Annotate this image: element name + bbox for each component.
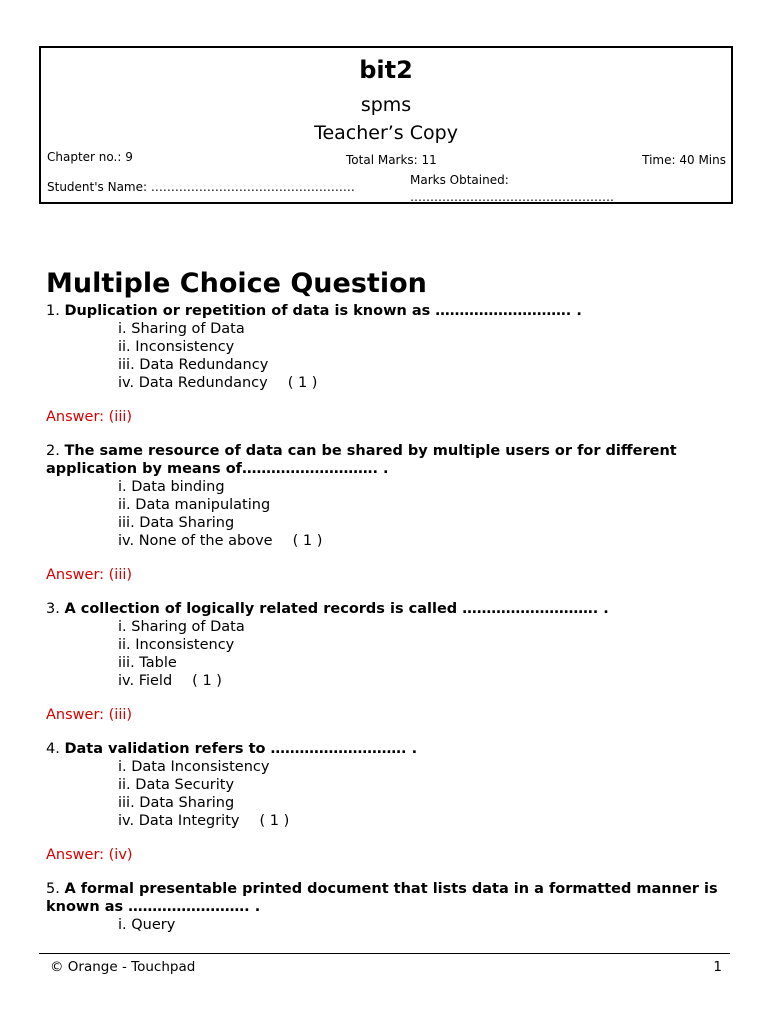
- option-item: i. Query: [118, 917, 176, 933]
- question-2: [46, 442, 726, 584]
- option-item-last: [118, 532, 726, 550]
- option-item-last: [118, 374, 726, 392]
- option-item: i. Sharing of Data: [118, 619, 245, 635]
- question-marks: ( 1 ): [287, 375, 318, 391]
- option-item: i. Data binding: [118, 479, 225, 495]
- question-text: [46, 740, 726, 758]
- option-text: iv. None of the above: [118, 533, 273, 549]
- question-marks: ( 1 ): [292, 533, 323, 549]
- header-box: [39, 46, 733, 204]
- question-text: [46, 442, 726, 478]
- question-1: [46, 302, 726, 426]
- answer-key: Answer: (iii): [46, 707, 133, 723]
- question-prompt: A formal presentable printed document that lists data in a formatted manner is known as ……………………. .: [46, 881, 718, 915]
- section-title: Multiple Choice Question: [46, 268, 427, 299]
- chapter-number: Chapter no.: 9: [47, 150, 133, 164]
- answer-key: Answer: (iv): [46, 847, 133, 863]
- student-name-field: Student's Name: ……………………………………………: [47, 180, 355, 194]
- question-prompt: Duplication or repetition of data is known as ………………………. .: [64, 303, 582, 319]
- option-item: ii. Inconsistency: [118, 339, 235, 355]
- question-number: 2.: [46, 443, 60, 459]
- question-3: [46, 600, 726, 724]
- option-item: ii. Inconsistency: [118, 637, 235, 653]
- option-item: i. Data Inconsistency: [118, 759, 270, 775]
- question-5: [46, 880, 726, 934]
- school-name: spms: [360, 94, 412, 116]
- question-4: [46, 740, 726, 864]
- page-number: 1: [713, 959, 722, 975]
- option-list: [46, 320, 726, 392]
- option-item-last: [118, 672, 726, 690]
- paper-title: bit2: [359, 56, 413, 84]
- option-list: [46, 478, 726, 550]
- option-item: iii. Data Redundancy: [118, 357, 269, 373]
- question-prompt: A collection of logically related records is called ………………………. .: [64, 601, 609, 617]
- question-number: 4.: [46, 741, 60, 757]
- question-number: 5.: [46, 881, 60, 897]
- question-list: [46, 302, 726, 934]
- option-text: iv. Data Integrity: [118, 813, 240, 829]
- option-item: iii. Data Sharing: [118, 795, 235, 811]
- answer-key: Answer: (iii): [46, 567, 133, 583]
- question-marks: ( 1 ): [259, 813, 290, 829]
- option-list: [46, 618, 726, 690]
- question-text: [46, 880, 726, 916]
- answer-key: Answer: (iii): [46, 409, 133, 425]
- footer-copyright: © Orange - Touchpad: [50, 959, 196, 975]
- option-item: ii. Data Security: [118, 777, 235, 793]
- option-text: iv. Data Redundancy: [118, 375, 268, 391]
- option-item: iii. Data Sharing: [118, 515, 235, 531]
- marks-obtained-field: [410, 172, 614, 206]
- question-number: 1.: [46, 303, 60, 319]
- option-list: [46, 916, 726, 934]
- marks-obtained-dots: ……………………………………………: [410, 190, 614, 204]
- option-item-last: [118, 812, 726, 830]
- option-item: i. Sharing of Data: [118, 321, 245, 337]
- question-number: 3.: [46, 601, 60, 617]
- question-prompt: The same resource of data can be shared by multiple users or for different application by means of………………………. .: [46, 443, 677, 477]
- question-text: [46, 600, 726, 618]
- question-marks: ( 1 ): [192, 673, 222, 689]
- question-text: [46, 302, 726, 320]
- option-text: iv. Field: [118, 673, 173, 689]
- footer-divider: [39, 953, 730, 954]
- time-limit: Time: 40 Mins: [642, 153, 726, 167]
- option-list: [46, 758, 726, 830]
- total-marks: Total Marks: 11: [346, 153, 437, 167]
- marks-obtained-label: Marks Obtained:: [410, 173, 509, 187]
- copy-type: Teacher’s Copy: [314, 122, 458, 144]
- option-item: iii. Table: [118, 655, 177, 671]
- question-prompt: Data validation refers to ………………………. .: [64, 741, 418, 757]
- option-item: ii. Data manipulating: [118, 497, 271, 513]
